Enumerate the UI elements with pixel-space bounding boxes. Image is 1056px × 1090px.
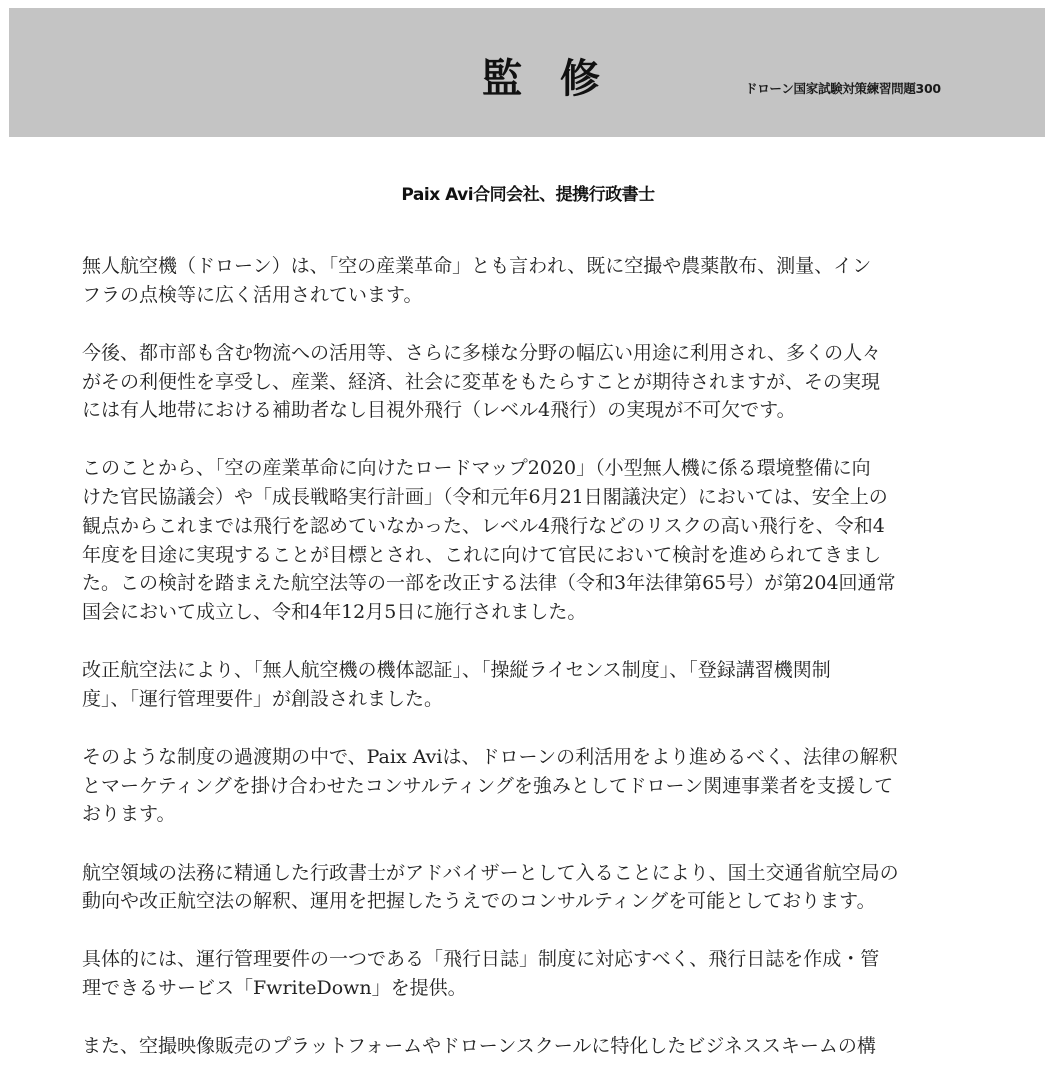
text-line: けた官民協議会）や「成長戦略実行計画」（令和元年6月21日閣議決定）においては、安全上の — [82, 486, 888, 509]
text-line: とマーケティングを掛け合わせたコンサルティングを強みとしてドローン関連事業者を支援して — [82, 774, 894, 797]
paragraph — [82, 1032, 982, 1061]
text-line: そのような制度の過渡期の中で、Paix Aviは、ドローンの利活用をより進めるべく、法律の解釈 — [82, 745, 898, 768]
paragraph — [82, 859, 982, 916]
book-title: ドローン国家試験対策練習問題300 — [745, 81, 941, 96]
text-line: た。この検討を踏まえた航空法等の一部を改正する法律（令和3年法律第65号）が第204回通常 — [82, 572, 896, 595]
text-line: 年度を目途に実現することが目標とされ、これに向けて官民において検討を進められてきまし — [82, 543, 882, 566]
text-line: 具体的には、運行管理要件の一つである「飛行日誌」制度に対応すべく、飛行日誌を作成・管 — [82, 948, 880, 971]
paragraph — [82, 743, 982, 829]
text-line: がその利便性を享受し、産業、経済、社会に変革をもたらすことが期待されますが、その実現 — [82, 370, 881, 393]
paragraph — [82, 945, 982, 1002]
text-line: 今後、都市部も含む物流への活用等、さらに多様な分野の幅広い用途に利用され、多くの人々 — [82, 341, 882, 364]
paragraph — [82, 252, 982, 309]
text-line: 観点からこれまでは飛行を認めていなかった、レベル4飛行などのリスクの高い飛行を、令和4 — [82, 514, 885, 537]
text-line: 度」、「運行管理要件」が創設されました。 — [82, 687, 444, 710]
body-text — [82, 252, 982, 1090]
paragraph — [82, 339, 982, 425]
text-line: には有人地帯における補助者なし目視外飛行（レベル4飛行）の実現が不可欠です。 — [82, 399, 796, 422]
page-title: 監 修 — [482, 56, 612, 102]
paragraph — [82, 454, 982, 626]
text-line: 航空領域の法務に精通した行政書士がアドバイザーとして入ることにより、国土交通省航空局の — [82, 861, 899, 884]
text-line: また、空撮映像販売のプラットフォームやドローンスクールに特化したビジネススキームの構 — [82, 1035, 876, 1058]
text-line: フラの点検等に広く活用されています。 — [82, 283, 423, 306]
text-line: 動向や改正航空法の解釈、運用を把握したうえでのコンサルティングを可能としております。 — [82, 890, 876, 913]
text-line: 無人航空機（ドローン）は、「空の産業革命」とも言われ、既に空撮や農薬散布、測量、イン — [82, 255, 872, 277]
organization-heading: Paix Avi合同会社、提携行政書士 — [401, 185, 655, 205]
text-line: 改正航空法により、「無人航空機の機体認証」、「操縦ライセンス制度」、「登録講習機関制 — [82, 659, 831, 682]
text-line: 理できるサービス「FwriteDown」を提供。 — [82, 977, 467, 1000]
text-line: 国会において成立し、令和4年12月5日に施行されました。 — [82, 600, 587, 623]
text-line: このことから、「空の産業革命に向けたロードマップ2020」（小型無人機に係る環境整備に向 — [82, 457, 871, 480]
text-line: おります。 — [82, 803, 176, 826]
paragraph — [82, 656, 982, 713]
